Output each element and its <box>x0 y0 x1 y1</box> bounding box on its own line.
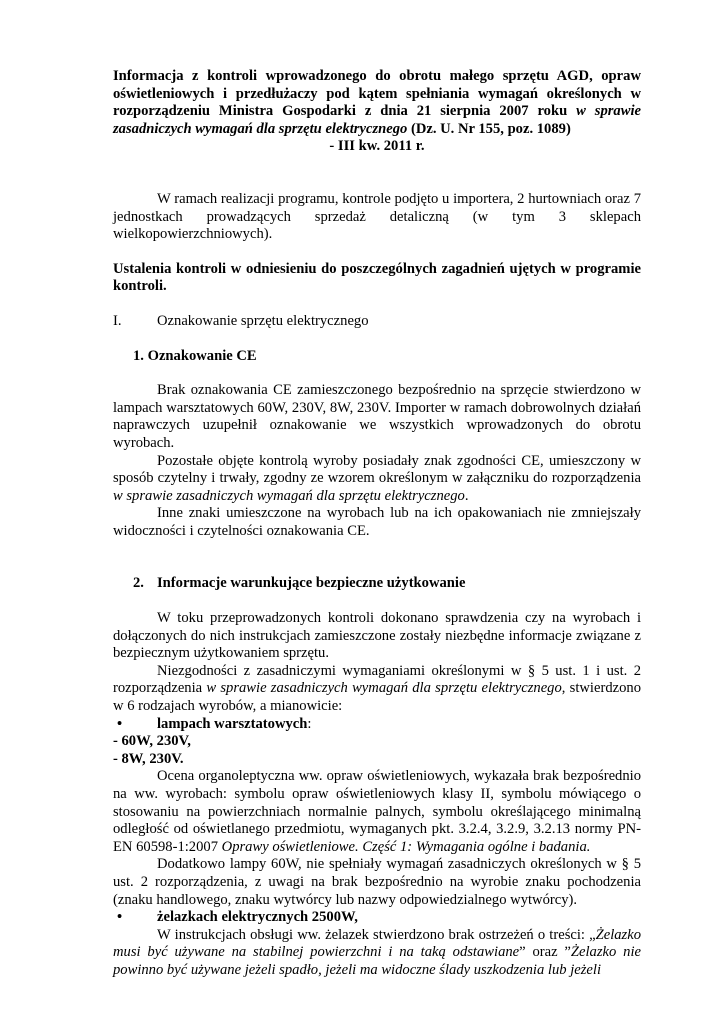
safety-paragraph-4: Dodatkowo lampy 60W, nie spełniały wymagań zasadniczych określonych w § 5 ust. 2 rozporządzenia, z uwagi na brak bezpośrednio na wyrobie znaku pochodzenia (znaku handlowego, znaku wytwórcy lub nazwy odpowiedzialnego wytwórcy). <box>113 856 641 908</box>
findings-heading: Ustalenia kontroli w odniesieniu do poszczególnych zagadnień ujętych w programie kontroli. <box>113 260 641 295</box>
section-2-number: 2. <box>133 575 144 592</box>
safety-paragraph-3: Ocena organoleptyczna ww. opraw oświetleniowych, wykazała brak bezpośrednio na ww. wyrobach: symbolu opraw oświetleniowych klasy II, symbolu mówiącego o stosowaniu na powierzchniach normalnie palnych, symbolu określającego minimalną odległość od oświetlanego przedmiotu, wymaganych pkt. 3.2.4, 3.2.9, 3.2.13 normy PN-EN 60598-1:2007 Oprawy oświetleniowe. Część 1: Wymagania ogólne i badania. <box>113 768 641 855</box>
ce-paragraph-1: Brak oznakowania CE zamieszczonego bezpośrednio na sprzęcie stwierdzono w lampach warsztatowych 60W, 230V, 8W, 230V. Importer w ramach dobrowolnych działań naprawczych uzupełnił oznakowanie we wszystkich wprowadzonych do obrotu wyrobach. <box>113 382 641 451</box>
lamp-variant-60w: - 60W, 230V, <box>113 733 191 750</box>
ce-paragraph-3: Inne znaki umieszczone na wyrobach lub na ich opakowaniach nie zmniejszały widoczności i czytelności oznakowania CE. <box>113 505 641 539</box>
subsection-ce-heading: 1. Oznakowanie CE <box>133 347 257 364</box>
section-1-heading <box>113 313 641 331</box>
intro-paragraph: W ramach realizacji programu, kontrole podjęto u importera, 2 hurtowniach oraz 7 jednostkach prowadzących sprzedaż detaliczną (w tym 3 sklepach wielkopowierzchniowych). <box>113 190 641 243</box>
safety-paragraph-5: W instrukcjach obsługi ww. żelazek stwierdzono brak ostrzeżeń o treści: „Żelazko musi być używane na stabilnej powierzchni i na taką odstawiane” oraz ”Żelazko nie powinno być używane jeżeli spadło, jeżeli ma widoczne ślady uszkodzenia lub jeżeli <box>113 926 641 978</box>
document-title: Informacja z kontroli wprowadzonego do obrotu małego sprzętu AGD, opraw oświetleniowych i przedłużaczy pod kątem spełniania wymagań określonych w rozporządzeniu Ministra Gospodarki z dnia 21 sierpnia 2007 roku w sprawie zasadniczych wymagań dla sprzętu elektrycznego (Dz. U. Nr 155, poz. 1089) - III kw. 2011 r. <box>113 68 641 155</box>
section-2-heading <box>113 575 641 593</box>
safety-paragraph-1: W toku przeprowadzonych kontroli dokonano sprawdzenia czy na wyrobach i dołączonych do nich instrukcjach zamieszczone zostały niezbędne informacje związane z bezpiecznym użytkowaniem sprzętu. <box>113 610 641 662</box>
lamp-variant-8w: - 8W, 230V. <box>113 750 184 767</box>
ce-paragraph-2: Pozostałe objęte kontrolą wyroby posiadały znak zgodności CE, umieszczony w sposób czytelny i trwały, zgodny ze wzorem określonym w załączniku do rozporządzenia w sprawie zasadniczych wymagań dla sprzętu elektrycznego. <box>113 452 641 504</box>
bullet-item-workshop-lamps: • lampach warsztatowych: <box>113 716 641 734</box>
section-1-number: I. <box>113 312 122 329</box>
section-2-title: Informacje warunkujące bezpieczne użytkowanie <box>157 575 466 592</box>
bullet-icon: • <box>117 909 123 926</box>
safety-paragraph-2: Niezgodności z zasadniczymi wymaganiami określonymi w § 5 ust. 1 i ust. 2 rozporządzenia w sprawie zasadniczych wymagań dla sprzętu elektrycznego, stwierdzono w 6 rodzajach wyrobów, a mianowicie: <box>113 662 641 715</box>
section-1-title: Oznakowanie sprzętu elektrycznego <box>157 312 369 329</box>
title-period: - III kw. 2011 r. <box>329 138 425 155</box>
bullet-item-irons: • żelazkach elektrycznych 2500W, <box>113 909 641 927</box>
document-page <box>113 68 641 980</box>
bullet-icon: • <box>117 715 123 732</box>
